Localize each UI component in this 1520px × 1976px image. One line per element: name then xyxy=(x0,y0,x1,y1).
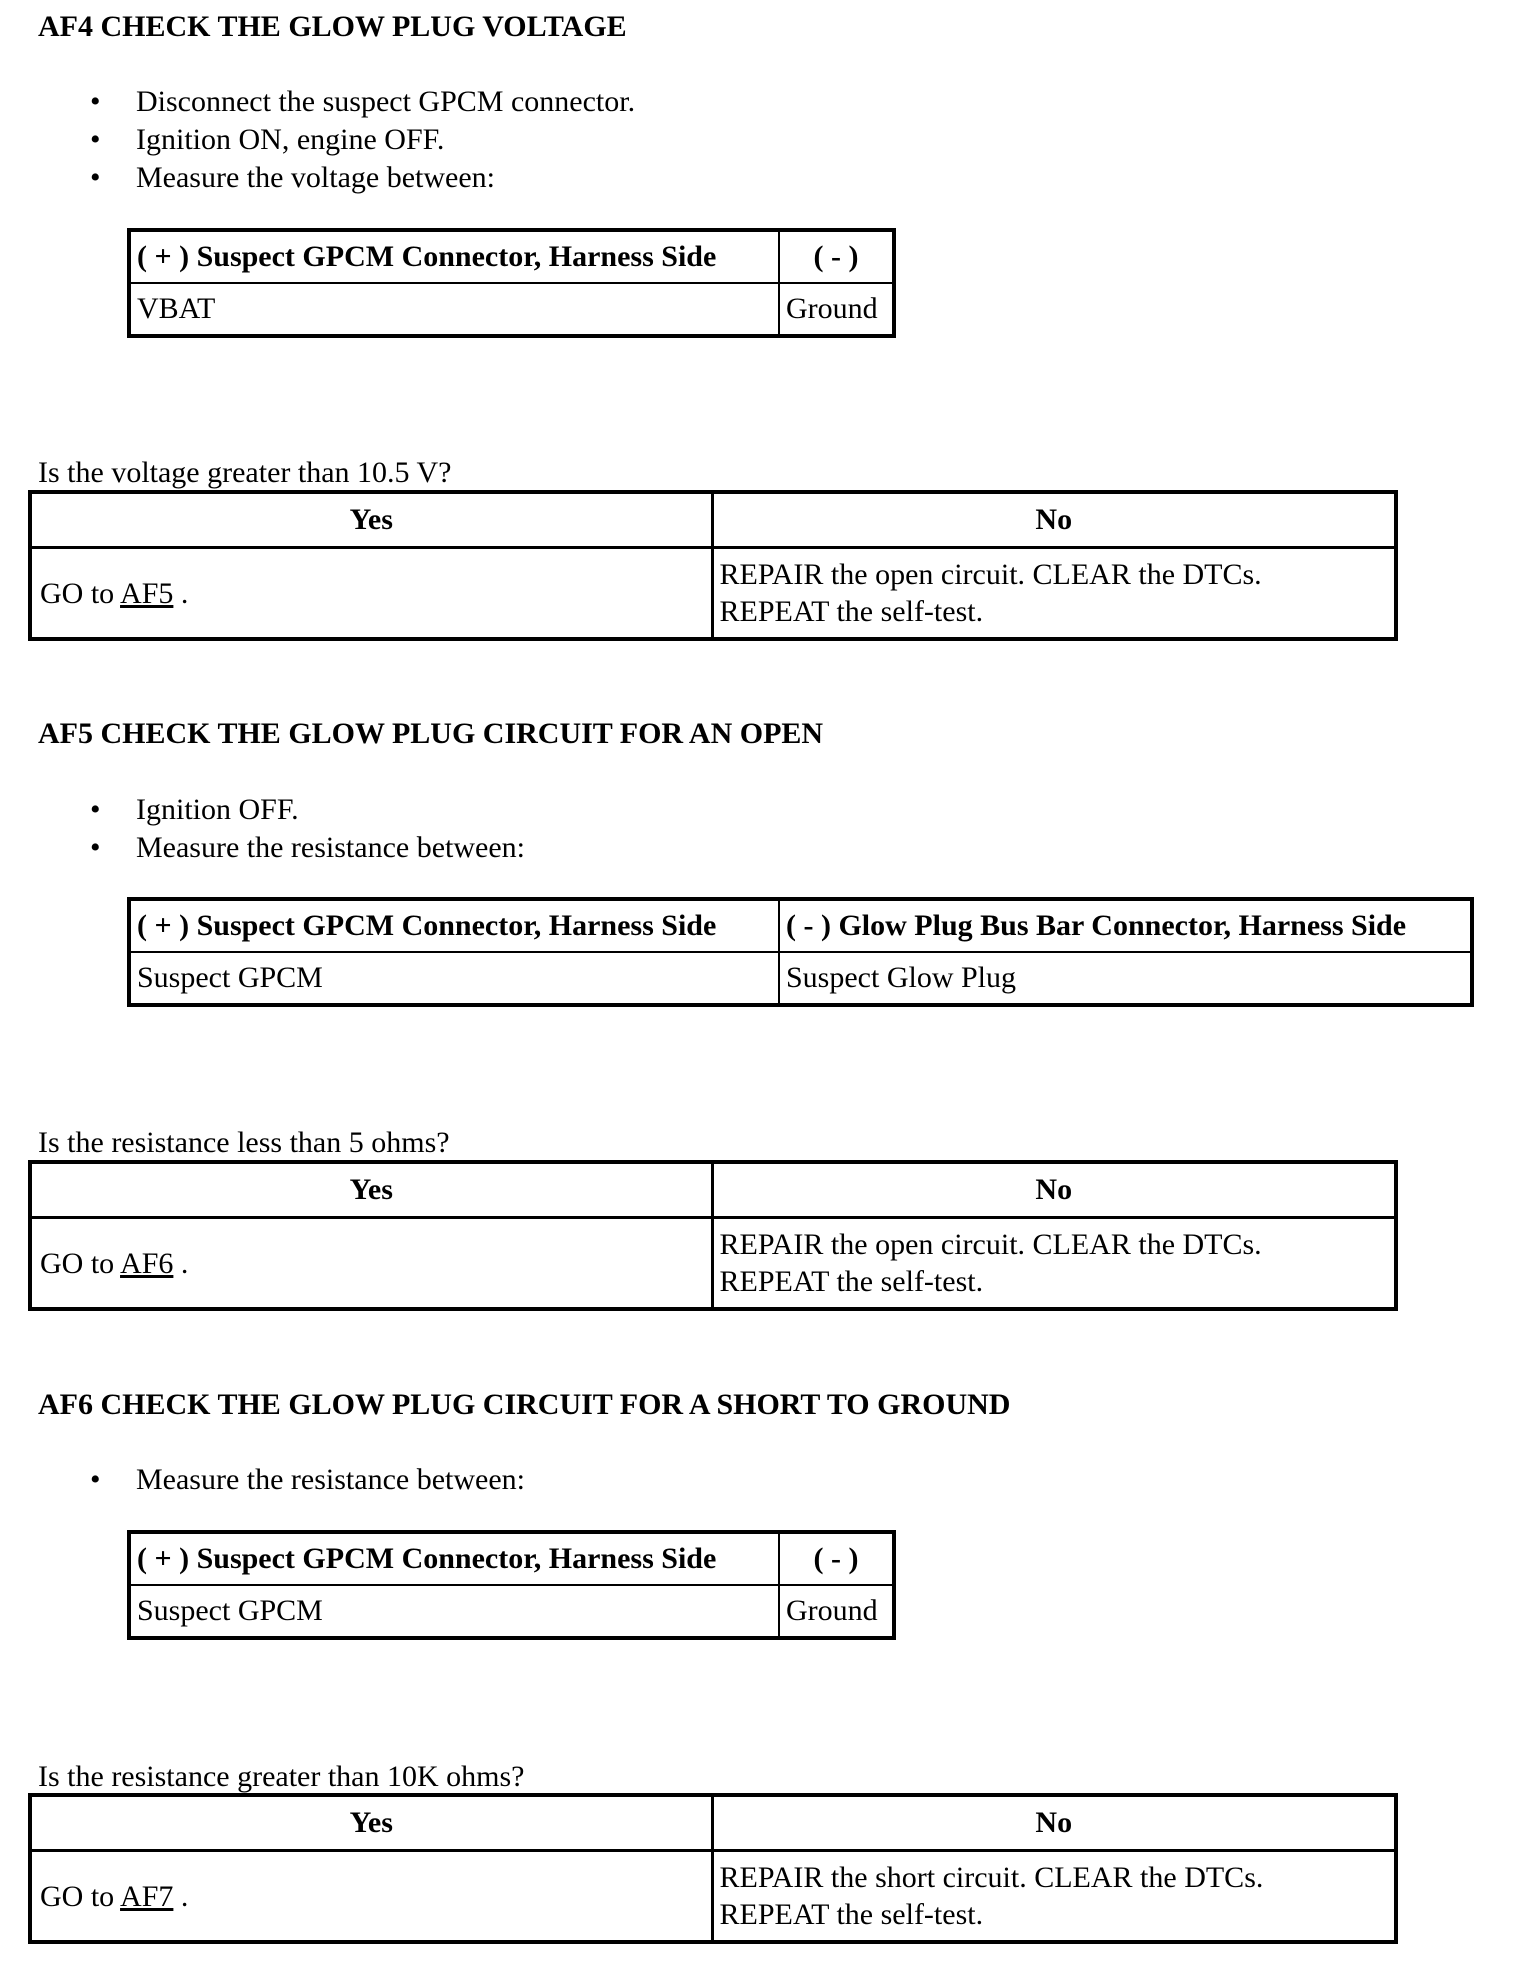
question-af6: Is the resistance greater than 10K ohms? xyxy=(38,1760,525,1793)
bullet-item: • Disconnect the suspect GPCM connector. xyxy=(90,85,636,118)
bullet-item: • Measure the resistance between: xyxy=(90,1463,525,1496)
yes-cell: GO to AF7 . xyxy=(30,1851,712,1943)
bullet-item: • Ignition OFF. xyxy=(90,793,299,826)
yes-cell: GO to AF5 . xyxy=(30,548,712,640)
measure-table-af6 xyxy=(127,1530,896,1640)
question-af4: Is the voltage greater than 10.5 V? xyxy=(38,456,452,489)
no-header: No xyxy=(712,1162,1396,1218)
no-cell: REPAIR the open circuit. CLEAR the DTCs. REPEAT the self-test. xyxy=(712,1218,1396,1310)
measure-value-minus: Ground xyxy=(779,283,894,336)
bullet-dot: • xyxy=(90,831,101,864)
measure-value-minus: Ground xyxy=(779,1585,894,1638)
bullet-dot: • xyxy=(90,1463,101,1496)
section-title-af6: AF6 CHECK THE GLOW PLUG CIRCUIT FOR A SHORT TO GROUND xyxy=(38,1388,1011,1421)
yes-cell: GO to AF6 . xyxy=(30,1218,712,1310)
question-af5: Is the resistance less than 5 ohms? xyxy=(38,1126,450,1159)
bullet-item: • Ignition ON, engine OFF. xyxy=(90,123,445,156)
yes-no-table-af5 xyxy=(28,1160,1398,1311)
bullet-item: • Measure the voltage between: xyxy=(90,161,496,194)
measure-value-plus: Suspect GPCM xyxy=(129,952,779,1005)
measure-value-plus: VBAT xyxy=(129,283,779,336)
yes-no-table-af6 xyxy=(28,1793,1398,1944)
link-af7[interactable]: AF7 xyxy=(120,1879,174,1913)
measure-header-plus: ( + ) Suspect GPCM Connector, Harness Side xyxy=(129,899,779,952)
bullet-dot: • xyxy=(90,161,101,194)
yes-header: Yes xyxy=(30,1795,712,1851)
section-title-af5: AF5 CHECK THE GLOW PLUG CIRCUIT FOR AN OPEN xyxy=(38,717,824,750)
no-header: No xyxy=(712,1795,1396,1851)
bullet-dot: • xyxy=(90,85,101,118)
link-af6[interactable]: AF6 xyxy=(120,1246,174,1280)
measure-header-plus: ( + ) Suspect GPCM Connector, Harness Side xyxy=(129,1532,779,1585)
no-cell: REPAIR the open circuit. CLEAR the DTCs. REPEAT the self-test. xyxy=(712,548,1396,640)
no-cell: REPAIR the short circuit. CLEAR the DTCs. REPEAT the self-test. xyxy=(712,1851,1396,1943)
no-header: No xyxy=(712,492,1396,548)
bullet-dot: • xyxy=(90,793,101,826)
bullet-dot: • xyxy=(90,123,101,156)
measure-header-minus: ( - ) xyxy=(779,230,894,283)
measure-header-minus: ( - ) xyxy=(779,1532,894,1585)
yes-no-table-af4 xyxy=(28,490,1398,641)
measure-table-af4 xyxy=(127,228,896,338)
yes-header: Yes xyxy=(30,492,712,548)
link-af5[interactable]: AF5 xyxy=(120,576,174,610)
bullet-item: • Measure the resistance between: xyxy=(90,831,525,864)
measure-value-plus: Suspect GPCM xyxy=(129,1585,779,1638)
measure-table-af5 xyxy=(127,897,1474,1007)
yes-header: Yes xyxy=(30,1162,712,1218)
section-title-af4: AF4 CHECK THE GLOW PLUG VOLTAGE xyxy=(38,10,627,43)
measure-header-plus: ( + ) Suspect GPCM Connector, Harness Side xyxy=(129,230,779,283)
measure-header-minus: ( - ) Glow Plug Bus Bar Connector, Harness Side xyxy=(779,899,1472,952)
measure-value-minus: Suspect Glow Plug xyxy=(779,952,1472,1005)
